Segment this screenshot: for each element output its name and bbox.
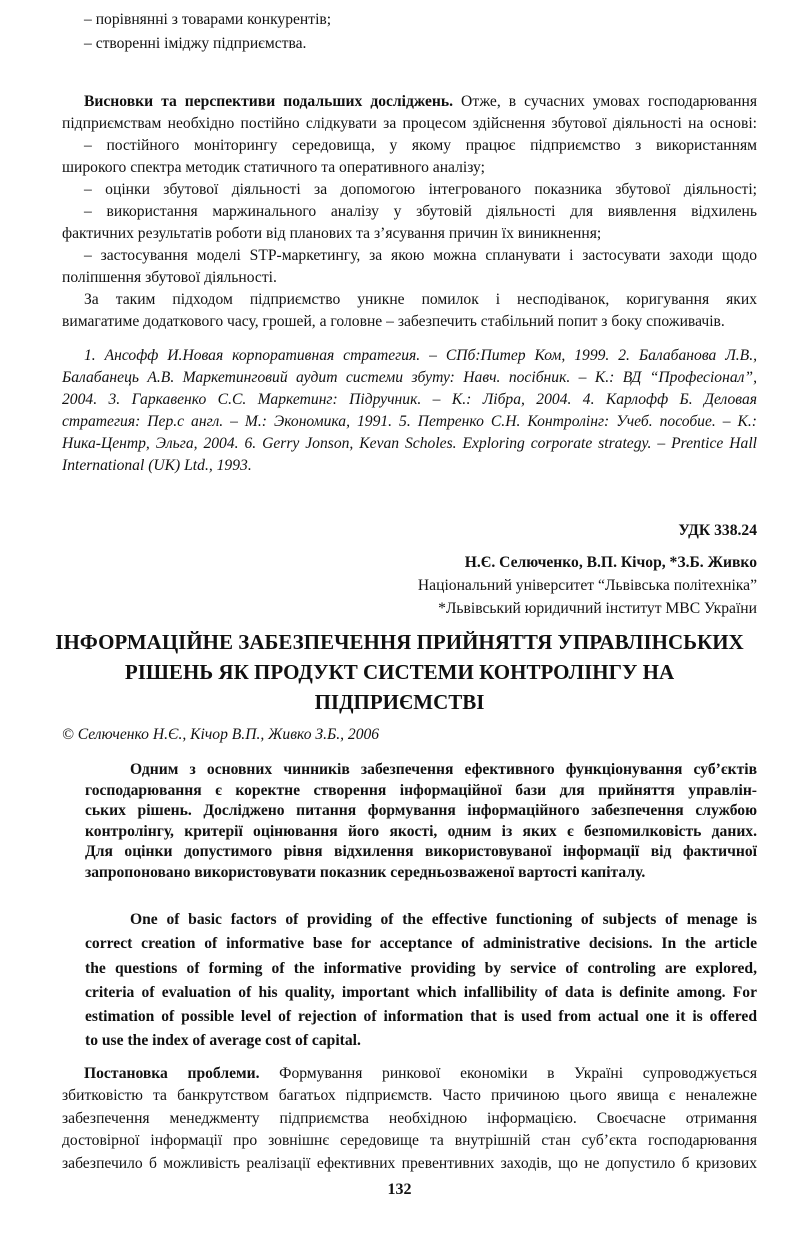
authors: Н.Є. Селюченко, В.П. Кічор, *З.Б. Живко [464, 554, 757, 571]
line-text: ських рішень. Досліджено питання формування інформаційного забезпечення службою [85, 802, 757, 819]
text-line [62, 32, 757, 56]
text-line [62, 1063, 757, 1085]
text-line [62, 389, 757, 411]
line-text: – створенні іміджу підприємства. [84, 35, 307, 53]
section-heading: Постановка проблеми. [84, 1065, 260, 1082]
line-text: Балабанець А.В. Маркетинговий аудит системи збуту: Навч. посібник. – К.: ВД “Професіонал”, [62, 369, 757, 386]
line-text: стратегия: Пер.с англ. – М.: Экономика, 1991. 5. Петренко С.Н. Контролінг: Учеб. пособие. – К.: [62, 413, 757, 430]
affiliation-2: *Львівський юридичний інститут МВС України [438, 600, 757, 617]
line-text: Формування ринкової економіки в Україні супроводжується [259, 1065, 757, 1082]
line-text: – застосування моделі STP-маркетингу, за якою можна спланувати і застосувати заходи щодо [84, 247, 757, 264]
text-line [62, 245, 757, 267]
text-line [85, 822, 757, 843]
line-text: Для оцінки допустимого рівня відхилення використовуваної інформації від фактичної [85, 843, 757, 860]
text-line [62, 411, 757, 433]
text-line [62, 289, 757, 311]
text-line [62, 113, 757, 135]
copyright: © Селюченко Н.Є., Кічор В.П., Живко З.Б., 2006 [62, 726, 380, 743]
paragraph-abstract-en [85, 908, 757, 1054]
line-text: запропоновано використовувати показник середньозваженої вартості капіталу. [85, 863, 646, 881]
text-line [85, 932, 757, 956]
text-line [62, 1108, 757, 1130]
paragraph-problem [62, 1063, 757, 1175]
line-text: – постійного моніторингу середовища, у якому працює підприємство з використанням [84, 137, 757, 154]
text-line [85, 781, 757, 802]
line-text: One of basic factors of providing of the effective functioning of subjects of menage is [130, 911, 757, 928]
text-line [62, 1085, 757, 1107]
line-text: господарювання є коректне створення інформаційної бази для прийняття управлін- [85, 781, 757, 799]
page-number: 132 [387, 1181, 412, 1198]
line-text: забезпечення менеджменту підприємства необхідною інформацією. Своєчасне отримання [62, 1109, 757, 1127]
text-line [62, 311, 757, 333]
line-text: фактичних результатів роботи від планових та з’ясування причин їх виникнення; [62, 225, 602, 242]
text-line [62, 1130, 757, 1152]
text-line [85, 1005, 757, 1029]
text-line [85, 1029, 757, 1053]
line-text: поліпшення збутової діяльності. [62, 269, 277, 286]
text-line [62, 455, 757, 477]
line-text: Одним з основних чинників забезпечення ефективного функціонування суб’єктів [130, 761, 757, 778]
line-text: 2004. 3. Гаркавенко С.С. Маркетинг: Підручник. – К.: Лібра, 2004. 4. Карлофф Б. Деловая [62, 391, 757, 408]
line-text: збитковістю та банкрутством багатьох підприємств. Часто причиною цього явища є неналежне [62, 1087, 757, 1105]
line-text: to use the index of average cost of capital. [85, 1032, 361, 1050]
text-line [85, 842, 757, 863]
text-line [62, 179, 757, 201]
line-text: контролінгу, критерії оцінювання його якості, одним із яких є безпомилковість даних. [85, 822, 757, 840]
text-line [62, 345, 757, 367]
text-line [85, 801, 757, 822]
paragraph-references [62, 345, 757, 477]
line-text: estimation of possible level of rejection of information that is used from actual one it is offered [85, 1008, 757, 1026]
text-line [62, 433, 757, 455]
text-line [62, 267, 757, 289]
line-text: the questions of forming of the informative providing by service of controling are explored, [85, 959, 757, 977]
paragraph-abstract-ua [85, 760, 757, 883]
line-text: забезпечило б можливість реалізації ефективних превентивних заходів, що не допустило б кризових [62, 1154, 757, 1172]
text-line [85, 957, 757, 981]
text-line [85, 981, 757, 1005]
udc-code: УДК 338.24 [678, 522, 757, 539]
line-text: За таким підходом підприємство уникне помилок і несподіванок, коригування яких [84, 291, 757, 308]
affiliation-1: Національний університет “Львівська політехніка” [417, 577, 757, 594]
line-text: – порівнянні з товарами конкурентів; [84, 11, 332, 28]
line-text: 1. Ансофф И.Новая корпоративная стратегия. – СПб:Питер Ком, 1999. 2. Балабанова Л.В., [84, 347, 757, 364]
line-text: – оцінки збутової діяльності за допомогою інтегрованого показника збутової діяльності; [84, 181, 757, 198]
text-line [85, 908, 757, 932]
text-line [62, 8, 757, 32]
text-line [62, 157, 757, 179]
text-line [62, 223, 757, 245]
paragraph-conclusions [62, 91, 757, 333]
title-line: РІШЕНЬ ЯК ПРОДУКТ СИСТЕМИ КОНТРОЛІНГУ НА [124, 660, 675, 684]
text-line [85, 863, 757, 884]
text-line [62, 1153, 757, 1175]
line-text: вимагатиме додаткового часу, грошей, а головне – забезпечить стабільний попит з боку споживачів. [62, 313, 725, 330]
article-title [0, 627, 799, 717]
title-line: ІНФОРМАЦІЙНЕ ЗАБЕЗПЕЧЕННЯ ПРИЙНЯТТЯ УПРАВЛІНСЬКИХ [55, 630, 744, 654]
title-line: ПІДПРИЄМСТВІ [314, 690, 485, 714]
line-text: – використання маржинального аналізу у збутовій діяльності для виявлення відхилень [84, 203, 757, 220]
text-line [85, 760, 757, 781]
line-text: International (UK) Ltd., 1993. [62, 457, 252, 474]
paragraph-list-top [62, 8, 757, 57]
text-line [62, 201, 757, 223]
line-text: criteria of evaluation of his quality, important which infallibility of data is definite among. For [85, 983, 757, 1001]
line-text: Отже, в сучасних умовах господарювання [453, 93, 757, 110]
text-line [62, 91, 757, 113]
line-text: підприємствам необхідно постійно слідкувати за процесом здійснення збутової діяльності на основі: [62, 115, 757, 132]
line-text: широкого спектра методик статичного та оперативного аналізу; [62, 159, 485, 176]
line-text: Ника-Центр, Эльга, 2004. 6. Gerry Jonson, Kevan Scholes. Exploring corporate strategy. – Prentice Hall [62, 435, 757, 452]
text-line [62, 135, 757, 157]
line-text: correct creation of informative base for acceptance of administrative decisions. In the article [85, 935, 757, 953]
text-line [62, 367, 757, 389]
line-text: достовірної інформації про зовнішнє середовище та внутрішній стан суб’єкта господарювання [62, 1132, 757, 1150]
section-heading: Висновки та перспективи подальших досліджень. [84, 93, 454, 110]
